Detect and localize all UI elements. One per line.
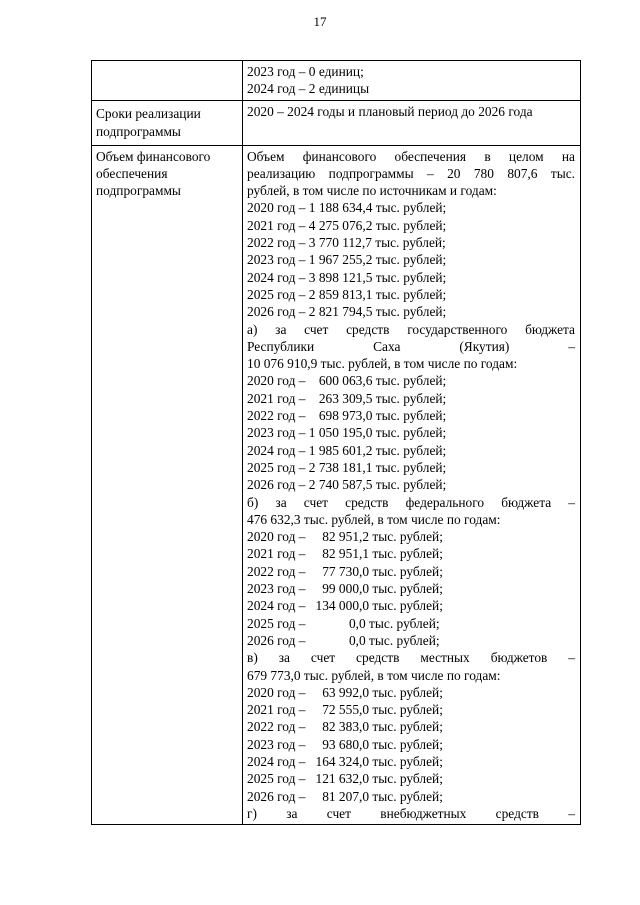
- content-line: Республики Саха (Якутия) –: [247, 338, 575, 354]
- page-number: 17: [313, 14, 327, 29]
- content-line: 2020 год – 600 063,6 тыс. рублей;: [247, 373, 447, 389]
- content-line: 2025 год – 0,0 тыс. рублей;: [247, 615, 440, 631]
- row-content: [243, 145, 581, 825]
- content-line: 2026 год – 0,0 тыс. рублей;: [247, 632, 440, 648]
- content-line: б) за счет средств федерального бюджета –: [247, 494, 575, 510]
- content-line: 2026 год – 81 207,0 тыс. рублей;: [247, 788, 443, 804]
- content-line: 2023 год – 1 967 255,2 тыс. рублей;: [247, 252, 447, 268]
- table-row: [92, 61, 581, 101]
- content-line: 2020 год – 63 992,0 тыс. рублей;: [247, 684, 443, 700]
- row-label: Сроки реализации подпрограммы: [92, 100, 243, 145]
- row-content: [243, 61, 581, 101]
- content-line: 2026 год – 2 821 794,5 тыс. рублей;: [247, 304, 447, 320]
- content-line: 2020 год – 82 951,2 тыс. рублей;: [247, 529, 443, 545]
- row-label: Объем финансового обеспечения подпрограммы: [92, 145, 243, 825]
- content-line: рублей, в том числе по источникам и годам:: [247, 183, 497, 199]
- content-line: а) за счет средств государственного бюджета: [247, 321, 575, 337]
- content-line: 2022 год – 82 383,0 тыс. рублей;: [247, 719, 443, 735]
- table-row: [92, 100, 581, 145]
- content-line: 2021 год – 82 951,1 тыс. рублей;: [247, 546, 443, 562]
- content-line: 2025 год – 121 632,0 тыс. рублей;: [247, 771, 443, 787]
- content-line: 2024 год – 134 000,0 тыс. рублей;: [247, 598, 443, 614]
- content-line: 2022 год – 698 973,0 тыс. рублей;: [247, 408, 447, 424]
- table-row: [92, 145, 581, 825]
- content-line: 2021 год – 4 275 076,2 тыс. рублей;: [247, 217, 447, 233]
- content-line: 2020 – 2024 годы и плановый период до 2026 года: [247, 103, 533, 119]
- content-line: 10 076 910,9 тыс. рублей, в том числе по годам:: [247, 356, 518, 372]
- content-line: 2023 год – 0 единиц;: [247, 64, 364, 79]
- content-line: 2020 год – 1 188 634,4 тыс. рублей;: [247, 200, 447, 216]
- content-line: 2021 год – 72 555,0 тыс. рублей;: [247, 702, 443, 718]
- content-line: 2022 год – 77 730,0 тыс. рублей;: [247, 563, 443, 579]
- content-line: 2024 год – 1 985 601,2 тыс. рублей;: [247, 442, 447, 458]
- content-line: Объем финансового обеспечения в целом на: [247, 148, 575, 164]
- content-line: в) за счет средств местных бюджетов –: [247, 650, 575, 666]
- passport-table: [91, 60, 581, 825]
- content-line: 2023 год – 1 050 195,0 тыс. рублей;: [247, 425, 447, 441]
- content-line: 2024 год – 3 898 121,5 тыс. рублей;: [247, 269, 447, 285]
- content-line: 2023 год – 99 000,0 тыс. рублей;: [247, 581, 443, 597]
- content-line: 679 773,0 тыс. рублей, в том числе по годам:: [247, 667, 501, 683]
- content-line: 2024 год – 2 единицы: [247, 81, 370, 97]
- content-line: 2021 год – 263 309,5 тыс. рублей;: [247, 390, 447, 406]
- content-line: 2023 год – 93 680,0 тыс. рублей;: [247, 736, 443, 752]
- row-content: [243, 100, 581, 145]
- content-line: 2022 год – 3 770 112,7 тыс. рублей;: [247, 235, 446, 251]
- row-label: [92, 61, 243, 101]
- content-line: 2025 год – 2 738 181,1 тыс. рублей;: [247, 459, 447, 475]
- content-line: 2026 год – 2 740 587,5 тыс. рублей;: [247, 477, 447, 493]
- content-line: 2024 год – 164 324,0 тыс. рублей;: [247, 753, 443, 769]
- content-line: 2025 год – 2 859 813,1 тыс. рублей;: [247, 286, 447, 302]
- content-line: г) за счет внебюджетных средств –: [247, 805, 575, 821]
- content-line: реализацию подпрограммы – 20 780 807,6 тыс.: [247, 165, 575, 181]
- content-line: 476 632,3 тыс. рублей, в том числе по годам:: [247, 511, 501, 527]
